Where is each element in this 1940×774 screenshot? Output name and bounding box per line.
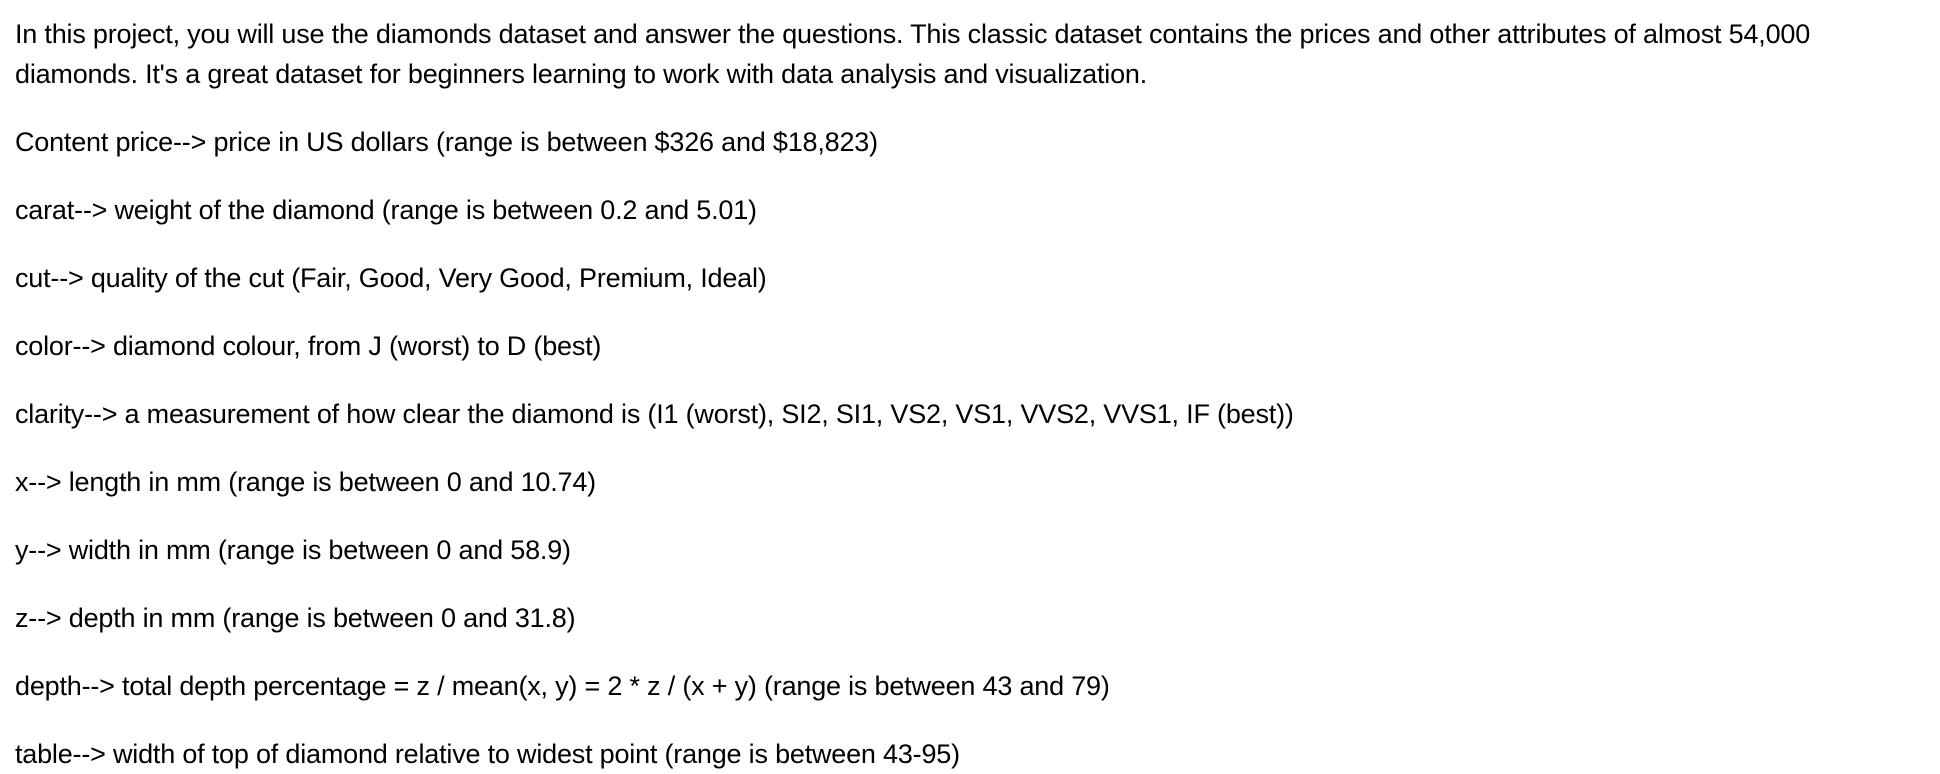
dataset-description bbox=[15, 0, 1940, 774]
field-y: y--> width in mm (range is between 0 and 58.9) bbox=[15, 535, 571, 565]
field-cut: cut--> quality of the cut (Fair, Good, Very Good, Premium, Ideal) bbox=[15, 263, 767, 293]
field-z: z--> depth in mm (range is between 0 and 31.8) bbox=[15, 603, 576, 633]
field-x: x--> length in mm (range is between 0 and 10.74) bbox=[15, 467, 596, 497]
field-clarity: clarity--> a measurement of how clear the diamond is (I1 (worst), SI2, SI1, VS2, VS1, VVS2, VVS1, IF (best)) bbox=[15, 399, 1294, 429]
field-depth: depth--> total depth percentage = z / mean(x, y) = 2 * z / (x + y) (range is between 43 and 79) bbox=[15, 671, 1110, 701]
field-carat: carat--> weight of the diamond (range is between 0.2 and 5.01) bbox=[15, 195, 757, 225]
intro-paragraph: In this project, you will use the diamonds dataset and answer the questions. This classic dataset contains the prices and other attributes of almost 54,000 diamonds. It's a great dataset for beginners learning to work with data analysis and visualization. bbox=[15, 19, 1811, 89]
field-color: color--> diamond colour, from J (worst) to D (best) bbox=[15, 331, 602, 361]
field-table: table--> width of top of diamond relative to widest point (range is between 43-95) bbox=[15, 739, 960, 769]
field-price: Content price--> price in US dollars (range is between $326 and $18,823) bbox=[15, 127, 878, 157]
